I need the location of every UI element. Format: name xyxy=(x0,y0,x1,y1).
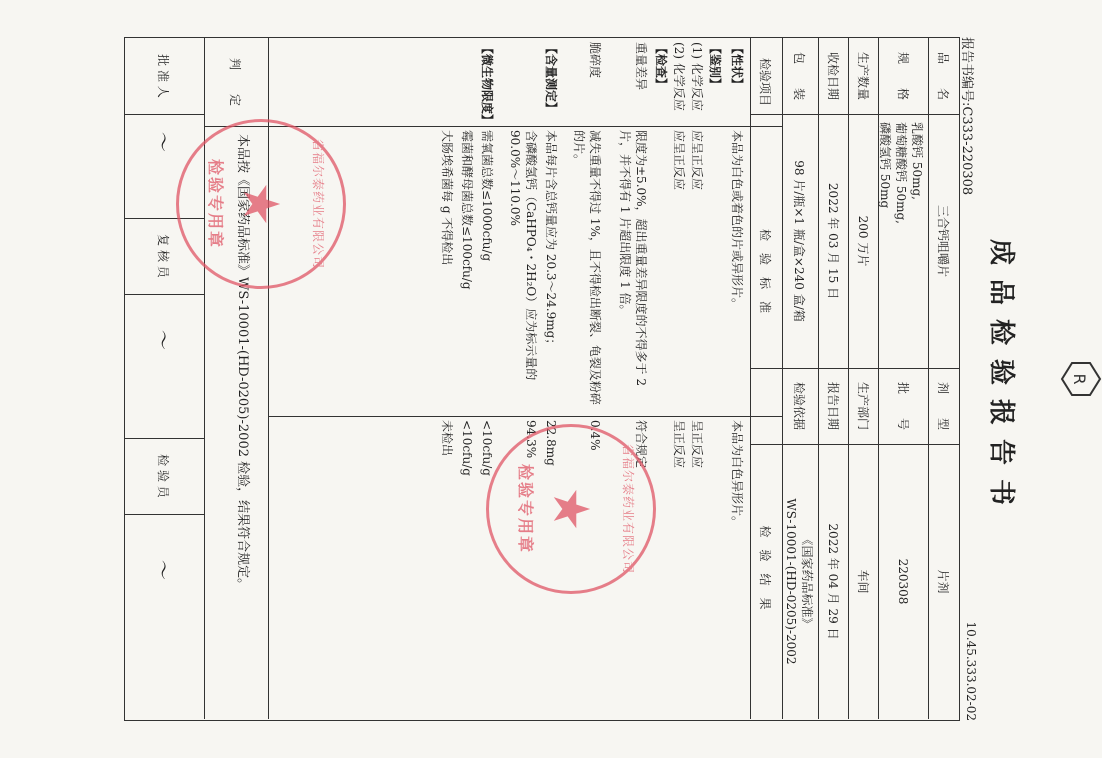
stamp-text-2: 检验专用章 xyxy=(206,158,225,249)
document-title: 成品检验报告书 xyxy=(986,238,1016,519)
row-standard: 减失重量不得过 1%，且不得检出断裂、龟裂及粉碎的片。 xyxy=(572,130,602,405)
approver-signature: 〜 xyxy=(151,130,175,150)
row-result: 22.8mg xyxy=(544,420,558,466)
batch-value: 220308 xyxy=(896,558,910,605)
inspector-label: 检 验 员 xyxy=(156,454,170,498)
stamp-star-icon: ★ xyxy=(542,486,600,532)
row-item xyxy=(473,38,477,126)
basis-line-2: WS-10001-(HD-0205)-2002 xyxy=(784,498,798,665)
row-standard: 应呈正反应 xyxy=(672,130,686,191)
row-standard xyxy=(667,126,671,416)
row-item: 【性状】 xyxy=(730,42,744,91)
stamp-text: 检验专用章 xyxy=(516,463,535,554)
row-result: 呈正反应 xyxy=(672,420,686,469)
row-standard: 霉菌和酵母菌总数≤100cfu/g xyxy=(460,130,474,290)
row-result: <10cfu/g xyxy=(480,420,494,476)
basis-value xyxy=(781,444,817,719)
dosage-label: 剂 型 xyxy=(936,381,950,430)
row-item xyxy=(537,38,541,126)
row-result: 0.4% xyxy=(588,420,602,451)
row-item: 【检查】 xyxy=(654,42,668,91)
company-logo-icon xyxy=(1046,359,1102,399)
product-value: 三合钙咀嚼片 xyxy=(936,204,950,277)
qty-value: 200 万片 xyxy=(856,215,870,267)
pack-value: 98 片/瓶×1 瓶/盒×240 盒/箱 xyxy=(792,160,806,322)
row-item: 重量差异 xyxy=(634,42,648,91)
spec-label: 规 格 xyxy=(896,51,910,100)
row-item: 【微生物限度】 xyxy=(480,42,494,127)
report-number xyxy=(959,37,978,195)
inspection-stamp-2 xyxy=(176,119,346,289)
stamp-org-2: 省福尔泰药业有限公司 xyxy=(311,138,325,269)
col-item-header: 检验项目 xyxy=(758,57,772,106)
col-result-header: 检 验 结 果 xyxy=(758,525,772,610)
row-standard: 应呈正反应 xyxy=(690,130,704,191)
row-item: (2) 化学反应 xyxy=(672,42,686,111)
row-standard: 大肠埃希菌每 g 不得检出 xyxy=(440,130,454,266)
row-result: 呈正反应 xyxy=(690,420,704,469)
reviewer-label: 复 核 员 xyxy=(156,234,170,278)
report-number-value: C333-220308 xyxy=(959,106,974,196)
svg-text:R: R xyxy=(1070,373,1089,385)
row-item: (1) 化学反应 xyxy=(690,42,704,111)
row-result: 94.3% xyxy=(524,420,538,459)
conclusion-label: 判 定 xyxy=(228,57,242,106)
row-standard: 限度为±5.0%，超出重量差异限度的不得多于 2 片，并不得有 1 片超出限度 1 倍。 xyxy=(618,130,648,386)
basis-label: 检验依据 xyxy=(792,381,806,430)
row-item: 【鉴别】 xyxy=(708,42,722,91)
spec-line-1: 乳酸钙 50mg, xyxy=(910,122,924,200)
row-item: 【含量测定】 xyxy=(544,42,558,115)
report-number-label: 报告书编号: xyxy=(959,37,974,107)
row-result xyxy=(667,416,671,719)
recv-value: 2022 年 03 月 15 日 xyxy=(826,182,840,300)
stamp-star-icon-2: ★ xyxy=(232,181,290,227)
spec-value xyxy=(875,118,927,368)
row-result: <10cfu/g xyxy=(460,420,474,476)
row-item: 脆碎度 xyxy=(588,42,602,79)
spec-line-2: 葡萄糖酸钙 50mg, xyxy=(894,122,908,224)
reviewer-signature: 〜 xyxy=(151,328,175,348)
dosage-value: 片剂 xyxy=(936,569,950,594)
inspector-signature: 〜 xyxy=(151,558,175,578)
pack-label: 包 装 xyxy=(792,51,806,100)
approver-label: 批 准 人 xyxy=(156,54,170,98)
dept-value: 车间 xyxy=(856,569,870,594)
row-standard: 需氧菌总数≤1000cfu/g xyxy=(480,130,494,262)
rotated-document xyxy=(36,29,1089,729)
product-label: 品 名 xyxy=(936,51,950,100)
row-standard xyxy=(721,126,725,416)
spec-line-3: 磷酸氢钙 50mg xyxy=(878,122,892,209)
batch-label: 批 号 xyxy=(896,381,910,430)
row-standard: 本品每片含总钙量应为 20.3～24.9mg； xyxy=(544,130,558,351)
basis-line-1: 《国家药品标准》 xyxy=(800,533,814,630)
row-result: 本品为白色异形片。 xyxy=(730,420,744,529)
row-result xyxy=(721,416,725,719)
form-code: 10.45.333.02-02 xyxy=(964,621,978,721)
conclusion-text: 本品按《国家药品标准》WS-10001-(HD-0205)-2002 检验，结果符合规定。 xyxy=(235,134,250,592)
report-date-value: 2022 年 04 月 29 日 xyxy=(826,523,840,640)
inspection-stamp xyxy=(486,424,656,594)
col-standard-header: 检 验 标 准 xyxy=(758,228,772,313)
row-result: 未检出 xyxy=(440,420,454,457)
dept-label: 生产部门 xyxy=(856,381,870,430)
recv-label: 收检日期 xyxy=(826,51,840,100)
qty-label: 生产数量 xyxy=(856,51,870,100)
row-result: 符合规定 xyxy=(634,420,648,469)
row-standard: 本品为白色或着色的片或异形片。 xyxy=(730,130,744,311)
stamp-org: 省福尔泰药业有限公司 xyxy=(621,443,635,574)
row-item xyxy=(453,38,457,126)
row-standard: 含磷酸氢钙（CaHPO₄・2H₂O）应为标示量的 90.0%～110.0% xyxy=(508,130,538,381)
report-date-label: 报告日期 xyxy=(826,381,840,430)
